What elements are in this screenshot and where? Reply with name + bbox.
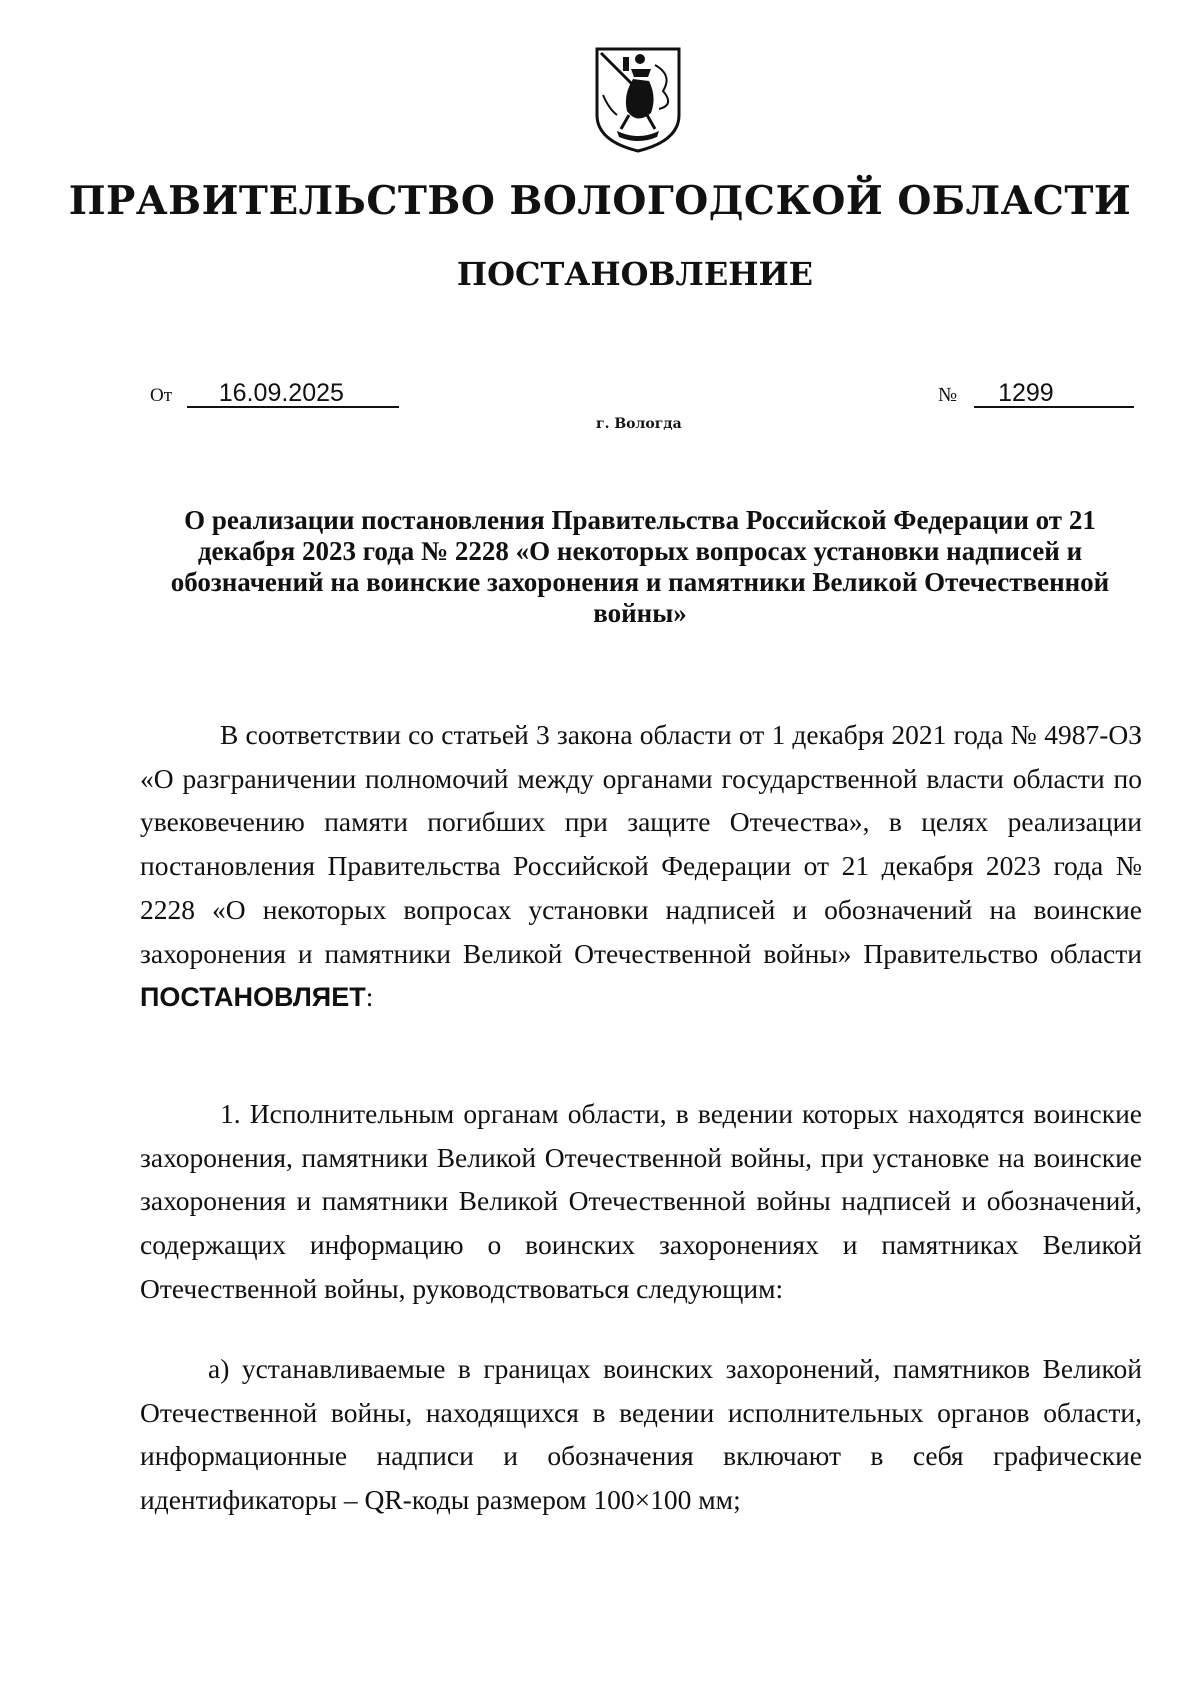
item-1a-paragraph: а) устанавливаемые в границах воинских захоронений, памятников Великой Отечественной войны, находящихся в ведении исполнительных органов области, информационные надписи и обозначения включают в себя графические идентификаторы – QR-коды размером 100×100 мм; bbox=[140, 1353, 1142, 1516]
decree-word: ПОСТАНОВЛЯЕТ bbox=[140, 982, 366, 1013]
document-type: ПОСТАНОВЛЕНИЕ bbox=[456, 255, 814, 293]
number-line bbox=[938, 380, 1134, 408]
document-number: 1299 bbox=[974, 380, 1134, 408]
preamble-text: В соответствии со статьей 3 закона области от 1 декабря 2021 года № 4987-ОЗ «О разграничении полномочий между органами государственной власти области по увековечению памяти погибших при защите Отечества», в целях реализации постановления Правительства Российской Федерации от 21 декабря 2023 года № 2228 «О некоторых вопросах установки надписей и обозначений на воинские захоронения и памятники Великой Отечественной войны» Правительство области bbox=[140, 719, 1142, 969]
date-line bbox=[150, 380, 399, 408]
coat-of-arms-icon bbox=[593, 45, 683, 155]
date-prefix: От bbox=[150, 385, 173, 406]
city-label: г. Вологда bbox=[596, 416, 682, 432]
document-date: 16.09.2025 bbox=[187, 380, 399, 408]
preamble-paragraph bbox=[140, 713, 1142, 1020]
number-prefix: № bbox=[938, 384, 958, 406]
item-1-paragraph: 1. Исполнительным органам области, в ведении которых находятся воинские захоронения, памятники Великой Отечественной войны, при установке на воинские захоронения и памятники Великой Отечественной войны надписей и обозначений, содержащих информацию о воинских захоронениях и памятниках Великой Отечественной войны, руководствоваться следующим: bbox=[140, 1098, 1142, 1304]
decree-colon: : bbox=[365, 981, 374, 1013]
government-name: ПРАВИТЕЛЬСТВО ВОЛОГОДСКОЙ ОБЛАСТИ bbox=[68, 178, 1132, 224]
document-title: О реализации постановления Правительства Российской Федерации от 21 декабря 2023 года № 2228 «О некоторых вопросах установки надписей и обозначений на воинские захоронения и памятники Великой Отечественной войны» bbox=[170, 505, 1110, 628]
